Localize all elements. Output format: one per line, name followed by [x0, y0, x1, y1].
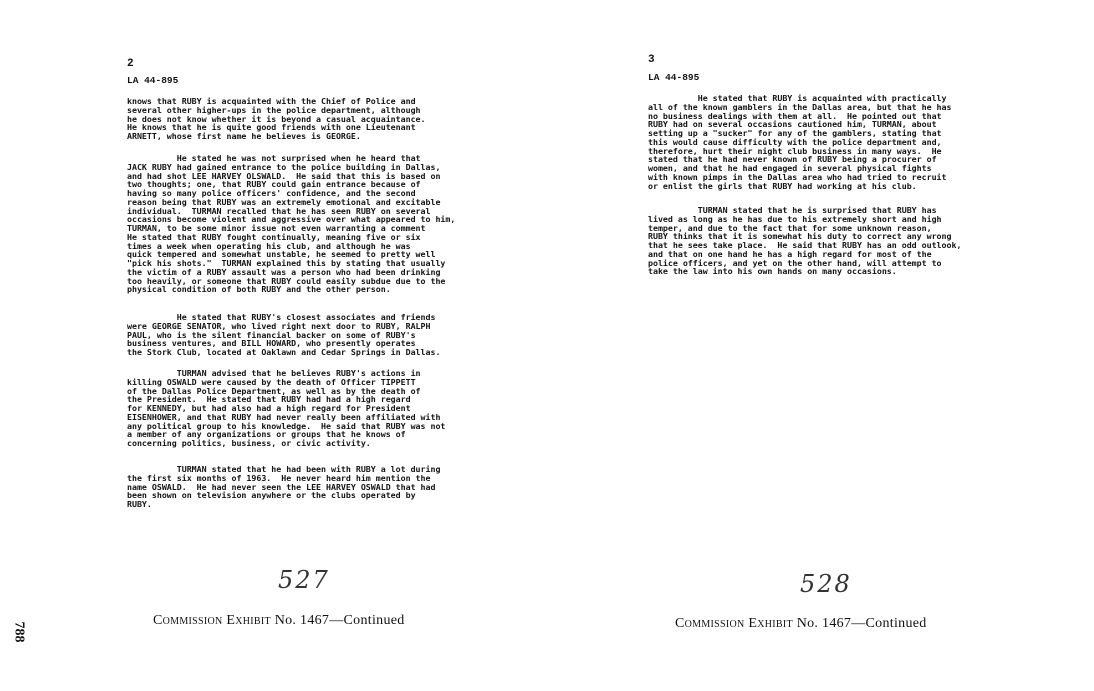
paragraph: knows that RUBY is acquainted with the Chief of Police and several other higher-ups in the police department, although he does not know whether it is beyond a casual acquaintance. He knows that he is quite good friends with one Lieutenant ARNETT, whose first name he believes is GEORGE.	[127, 96, 426, 141]
exhibit-caption	[153, 613, 405, 629]
paragraph: TURMAN stated that he had been with RUBY a lot during the first six months of 1963. He never heard him mention the name OSWALD. He had never seen the LEE HARVEY OSWALD that had been shown on television anywhere or the clubs operated by RUBY.	[127, 464, 441, 509]
handwritten-page-number: 527	[278, 566, 330, 594]
caption-prefix: Commission Exhibit	[675, 616, 793, 631]
file-number: LA 44-895	[127, 75, 179, 86]
page-number: 3	[648, 54, 655, 66]
paragraph: He stated that RUBY's closest associates and friends were GEORGE SENATOR, who lived right next door to RUBY, RALPH PAUL, who is the silent financial backer on some of RUBY's business ventures, and BILL HOWARD, who presently operates the Stork Club, located at Oaklawn and Cedar Springs in Dallas.	[127, 312, 441, 357]
volume-page-number: 788	[11, 621, 27, 643]
caption-suffix: No. 1467—Continued	[274, 613, 405, 628]
caption-prefix: Commission Exhibit	[153, 613, 271, 628]
paragraph: TURMAN stated that he is surprised that RUBY has lived as long as he has due to his extremely short and high temper, and due to the fact that for some unknown reason, RUBY thinks that it is somewhat his duty to correct any wrong that he sees take place. He said that RUBY has an odd outlook, and that on one hand he has a high regard for most of the police officers, and yet on the other hand, will attempt to take the law into his own hands on many occasions.	[648, 205, 962, 277]
paragraph: TURMAN advised that he believes RUBY's actions in killing OSWALD were caused by the death of Officer TIPPETT of the Dallas Police Department, as well as by the death of the President. He stated that RUBY had had a high regard for KENNEDY, but had also had a high regard for President EISENHOWER, and that RUBY had never really been affiliated with any political group to his knowledge. He said that RUBY was not a member of any organizations or groups that he knows of concerning politics, business, or civic activity.	[127, 368, 446, 448]
handwritten-page-number: 528	[800, 570, 852, 598]
paragraph: He stated that RUBY is acquainted with practically all of the known gamblers in the Dallas area, but that he has no business dealings with them at all. He pointed out that RUBY had on several occasions cautioned him, TURMAN, about setting up a "sucker" for any of the gamblers, stating that this would cause difficulty with the police department and, therefore, hurt their night club business in many ways. He stated that he had never known of RUBY being a procurer of women, and that he had engaged in several physical fights with known pimps in the Dallas area who had tried to recruit or enlist the girls that RUBY had working at his club.	[648, 93, 952, 191]
exhibit-caption	[675, 616, 927, 632]
right-document-page	[547, 0, 1094, 691]
page-number: 2	[127, 58, 134, 70]
caption-suffix: No. 1467—Continued	[796, 616, 927, 631]
file-number: LA 44-895	[648, 72, 700, 83]
paragraph: He stated he was not surprised when he heard that JACK RUBY had gained entrance to the police building in Dallas, and had shot LEE HARVEY OLSWALD. He said that this is based on two thoughts; one, that RUBY could gain entrance because of having so many police officers' confidence, and the second reason being that RUBY was an extremely emotional and excitable individual. TURMAN recalled that he has seen RUBY on several occasions become violent and aggressive over what appeared to him, TURMAN, to be some minor issue not even warranting a comment He stated that RUBY fought continually, meaning five or six times a week when operating his club, and although he was quick tempered and somewhat unstable, he seemed to pretty well "pick his shots." TURMAN explained this by stating that usually the victim of a RUBY assault was a person who had been drinking too heavily, or someone that RUBY could easily subdue due to the physical condition of both RUBY and the other person.	[127, 153, 456, 295]
